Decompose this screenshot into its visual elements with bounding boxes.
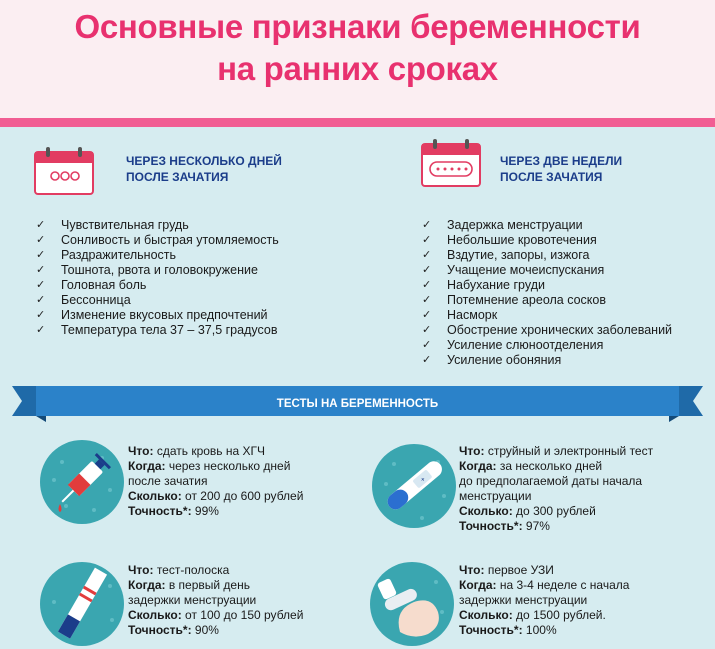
page-title-line2: на ранних сроках — [217, 50, 498, 87]
list-item: ✓ Усиление слюноотделения — [422, 338, 672, 353]
list-item: ✓ Раздражительность — [36, 248, 279, 263]
list-item: ✓ Чувствительная грудь — [36, 218, 279, 233]
list-item: ✓ Обострение хронических заболеваний — [422, 323, 672, 338]
list-item: ✓ Набухание груди — [422, 278, 672, 293]
list-item: ✓ Температура тела 37 – 37,5 градусов — [36, 323, 279, 338]
calendar-icon — [420, 138, 482, 188]
list-item: ✓ Головная боль — [36, 278, 279, 293]
tests-heading: ТЕСТЫ НА БЕРЕМЕННОСТЬ — [276, 398, 439, 410]
list-item: ✓ Усиление обоняния — [422, 353, 672, 368]
electronic-test-icon — [372, 444, 456, 528]
right-column-heading: ЧЕРЕЗ ДВЕ НЕДЕЛИ ПОСЛЕ ЗАЧАТИЯ — [500, 154, 623, 184]
list-item: ✓ Сонливость и быстрая утомляемость — [36, 233, 279, 248]
page-title — [0, 6, 715, 90]
list-item: ✓ Бессонница — [36, 293, 279, 308]
test-card-ultrasound: Что: первое УЗИ Когда: на 3-4 неделе с начала задержки менструации Сколько: до 1500 рублей. Точность*: 100% — [459, 563, 630, 637]
list-item: ✓ Изменение вкусовых предпочтений — [36, 308, 279, 323]
left-column-heading: ЧЕРЕЗ НЕСКОЛЬКО ДНЕЙ ПОСЛЕ ЗАЧАТИЯ — [126, 154, 282, 184]
right-symptom-list — [422, 218, 672, 368]
list-item: ✓ Учащение мочеиспускания — [422, 263, 672, 278]
test-card-blood: Что: сдать кровь на ХГЧ Когда: через несколько дней после зачатия Сколько: от 200 до 600 рублей Точность*: 99% — [128, 444, 304, 518]
test-card-strip: Что: тест-полоска Когда: в первый день задержки менструации Сколько: от 100 до 150 рублей Точность*: 90% — [128, 563, 304, 637]
calendar-icon — [33, 146, 95, 196]
header-divider — [0, 118, 715, 127]
syringe-icon — [40, 440, 124, 524]
list-item: ✓ Потемнение ареола сосков — [422, 293, 672, 308]
test-card-electronic: Что: струйный и электронный тест Когда: за несколько дней до предполагаемой даты начала менструации Сколько: до 300 рублей Точность*: 97% — [459, 444, 654, 533]
svg-text:+: + — [419, 476, 428, 485]
left-symptom-list — [36, 218, 279, 338]
ultrasound-icon — [370, 562, 454, 646]
list-item: ✓ Небольшие кровотечения — [422, 233, 672, 248]
list-item: ✓ Вздутие, запоры, изжога — [422, 248, 672, 263]
list-item: ✓ Насморк — [422, 308, 672, 323]
list-item: ✓ Задержка менструации — [422, 218, 672, 233]
page-title-line1: Основные признаки беременности — [74, 8, 641, 45]
test-strip-icon — [40, 562, 124, 646]
list-item: ✓ Тошнота, рвота и головокружение — [36, 263, 279, 278]
